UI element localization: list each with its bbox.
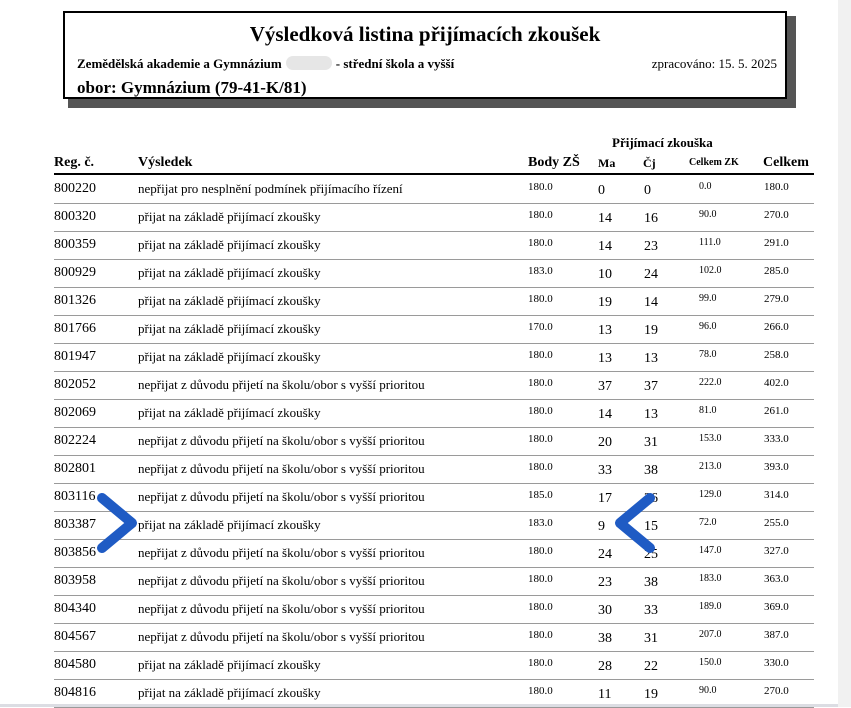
cell-exam-total: 183.0 (699, 573, 722, 584)
cell-exam-total: 96.0 (699, 321, 717, 332)
cell-ma: 23 (598, 575, 612, 590)
table-row (54, 204, 814, 232)
cell-cj: 13 (644, 407, 658, 422)
cell-result: nepřijat z důvodu přijetí na školu/obor s vyšší prioritou (138, 433, 425, 448)
cell-cj: 19 (644, 323, 658, 338)
cell-reg: 803958 (54, 573, 96, 588)
cell-ma: 14 (598, 407, 612, 422)
cell-zs: 170.0 (528, 321, 553, 333)
cell-cj: 23 (644, 239, 658, 254)
cell-total: 180.0 (764, 181, 789, 193)
school-name-suffix: - střední škola a vyšší (335, 56, 455, 71)
cell-exam-total: 222.0 (699, 377, 722, 388)
cell-reg: 800929 (54, 265, 96, 280)
cell-reg: 800359 (54, 237, 96, 252)
cell-zs: 180.0 (528, 181, 553, 193)
table-row (54, 456, 814, 484)
cell-zs: 180.0 (528, 349, 553, 361)
table-row (54, 624, 814, 652)
cell-cj: 38 (644, 463, 658, 478)
cell-reg: 804340 (54, 601, 96, 616)
cell-exam-total: 111.0 (699, 237, 721, 248)
table-row (54, 484, 814, 512)
cell-total: 285.0 (764, 265, 789, 277)
cell-cj: 24 (644, 267, 658, 282)
cell-reg: 802801 (54, 461, 96, 476)
cell-exam-total: 72.0 (699, 517, 717, 528)
cell-result: nepřijat z důvodu přijetí na školu/obor s vyšší prioritou (138, 629, 425, 644)
cell-total: 363.0 (764, 573, 789, 585)
cell-reg: 801766 (54, 321, 96, 336)
cell-total: 327.0 (764, 545, 789, 557)
study-field: obor: Gymnázium (79-41-K/81) (77, 78, 307, 97)
col-header-zs: Body ZŠ (528, 155, 580, 170)
cell-reg: 800320 (54, 209, 96, 224)
cell-exam-total: 0.0 (699, 181, 712, 192)
cell-zs: 180.0 (528, 293, 553, 305)
cell-cj: 37 (644, 379, 658, 394)
cell-total: 261.0 (764, 405, 789, 417)
cell-zs: 180.0 (528, 377, 553, 389)
cell-reg: 804580 (54, 657, 96, 672)
cell-exam-total: 81.0 (699, 405, 717, 416)
cell-total: 266.0 (764, 321, 789, 333)
cell-exam-total: 150.0 (699, 657, 722, 668)
cell-result: přijat na základě přijímací zkoušky (138, 349, 321, 364)
cell-result: přijat na základě přijímací zkoušky (138, 685, 321, 700)
cell-zs: 180.0 (528, 209, 553, 221)
col-header-total: Celkem (763, 155, 809, 170)
cell-cj: 15 (644, 519, 658, 534)
cell-reg: 803387 (54, 517, 96, 532)
cell-result: přijat na základě přijímací zkoušky (138, 265, 321, 280)
cell-reg: 801326 (54, 293, 96, 308)
cell-zs: 180.0 (528, 657, 553, 669)
cell-exam-total: 207.0 (699, 629, 722, 640)
cell-cj: 31 (644, 435, 658, 450)
table-row (54, 540, 814, 568)
cell-reg: 804816 (54, 685, 96, 700)
cell-result: nepřijat z důvodu přijetí na školu/obor s vyšší prioritou (138, 601, 425, 616)
cell-zs: 180.0 (528, 405, 553, 417)
document-title: Výsledková listina přijímacích zkoušek (249, 22, 601, 46)
cell-result: přijat na základě přijímací zkoušky (138, 657, 321, 672)
table-row (54, 400, 814, 428)
cell-cj: 25 (644, 547, 658, 562)
cell-result: přijat na základě přijímací zkoušky (138, 321, 321, 336)
cell-exam-total: 213.0 (699, 461, 722, 472)
col-header-exam-total: Celkem ZK (689, 157, 739, 168)
table-row (54, 316, 814, 344)
table-row (54, 596, 814, 624)
header-rule (54, 173, 814, 175)
cell-zs: 180.0 (528, 685, 553, 697)
cell-total: 314.0 (764, 489, 789, 501)
cell-cj: 14 (644, 295, 658, 310)
cell-reg: 802069 (54, 405, 96, 420)
cell-reg: 800220 (54, 181, 96, 196)
cell-result: přijat na základě přijímací zkoušky (138, 517, 321, 532)
cell-cj: 33 (644, 603, 658, 618)
cell-ma: 19 (598, 295, 612, 310)
cell-ma: 24 (598, 547, 612, 562)
cell-total: 258.0 (764, 349, 789, 361)
cell-zs: 185.0 (528, 489, 553, 501)
cell-cj: 26 (644, 491, 658, 506)
cell-exam-total: 102.0 (699, 265, 722, 276)
cell-cj: 38 (644, 575, 658, 590)
table-row (54, 176, 814, 204)
cell-ma: 17 (598, 491, 612, 506)
cell-exam-total: 99.0 (699, 293, 717, 304)
cell-reg: 803856 (54, 545, 96, 560)
cell-ma: 37 (598, 379, 612, 394)
cell-result: přijat na základě přijímací zkoušky (138, 405, 321, 420)
table-row (54, 288, 814, 316)
cell-exam-total: 153.0 (699, 433, 722, 444)
cell-ma: 0 (598, 183, 605, 198)
cell-result: přijat na základě přijímací zkoušky (138, 237, 321, 252)
cell-zs: 183.0 (528, 517, 553, 529)
table-row (54, 428, 814, 456)
cell-zs: 180.0 (528, 433, 553, 445)
cell-reg: 804567 (54, 629, 96, 644)
cell-total: 393.0 (764, 461, 789, 473)
table-row (54, 652, 814, 680)
cell-cj: 0 (644, 183, 651, 198)
cell-result: přijat na základě přijímací zkoušky (138, 209, 321, 224)
cell-result: přijat na základě přijímací zkoušky (138, 293, 321, 308)
col-header-reg: Reg. č. (54, 155, 95, 170)
document-header (63, 11, 787, 99)
col-header-ma: Ma (598, 156, 616, 170)
school-name-prefix: Zemědělská akademie a Gymnázium (77, 56, 282, 71)
cell-cj: 16 (644, 211, 658, 226)
cell-reg: 801947 (54, 349, 96, 364)
table-row (54, 512, 814, 540)
cell-cj: 13 (644, 351, 658, 366)
scrollbar-track[interactable] (838, 0, 851, 707)
table-row (54, 568, 814, 596)
col-header-cj: Čj (643, 156, 656, 170)
left-arrow-icon (612, 492, 656, 554)
cell-total: 291.0 (764, 237, 789, 249)
cell-result: nepřijat z důvodu přijetí na školu/obor s vyšší prioritou (138, 573, 425, 588)
cell-exam-total: 78.0 (699, 349, 717, 360)
table-row (54, 372, 814, 400)
cell-ma: 10 (598, 267, 612, 282)
table-row (54, 260, 814, 288)
exam-group-header: Přijímací zkouška (612, 135, 713, 150)
cell-total: 402.0 (764, 377, 789, 389)
cell-ma: 11 (598, 687, 612, 702)
cell-exam-total: 147.0 (699, 545, 722, 556)
cell-cj: 19 (644, 687, 658, 702)
cell-ma: 9 (598, 519, 605, 534)
redacted-text-blur (286, 56, 332, 70)
school-name (77, 56, 454, 72)
cell-result: nepřijat z důvodu přijetí na školu/obor s vyšší prioritou (138, 461, 425, 476)
cell-ma: 28 (598, 659, 612, 674)
cell-ma: 14 (598, 211, 612, 226)
cell-exam-total: 189.0 (699, 601, 722, 612)
cell-exam-total: 90.0 (699, 685, 717, 696)
cell-result: nepřijat pro nesplnění podmínek přijímacího řízení (138, 181, 403, 196)
cell-total: 369.0 (764, 601, 789, 613)
cell-total: 279.0 (764, 293, 789, 305)
cell-exam-total: 129.0 (699, 489, 722, 500)
cell-ma: 13 (598, 351, 612, 366)
cell-cj: 31 (644, 631, 658, 646)
cell-ma: 38 (598, 631, 612, 646)
cell-result: nepřijat z důvodu přijetí na školu/obor s vyšší prioritou (138, 377, 425, 392)
right-arrow-icon (96, 492, 140, 554)
cell-ma: 14 (598, 239, 612, 254)
cell-result: nepřijat z důvodu přijetí na školu/obor s vyšší prioritou (138, 545, 425, 560)
cell-total: 333.0 (764, 433, 789, 445)
cell-exam-total: 90.0 (699, 209, 717, 220)
cell-total: 255.0 (764, 517, 789, 529)
cell-ma: 20 (598, 435, 612, 450)
cell-reg: 802052 (54, 377, 96, 392)
cell-reg: 803116 (54, 489, 96, 504)
table-row (54, 232, 814, 260)
cell-cj: 22 (644, 659, 658, 674)
cell-result: nepřijat z důvodu přijetí na školu/obor s vyšší prioritou (138, 489, 425, 504)
cell-zs: 180.0 (528, 601, 553, 613)
cell-zs: 180.0 (528, 237, 553, 249)
cell-total: 387.0 (764, 629, 789, 641)
processed-date: zpracováno: 15. 5. 2025 (651, 56, 777, 71)
cell-total: 330.0 (764, 657, 789, 669)
table-row (54, 344, 814, 372)
cell-ma: 13 (598, 323, 612, 338)
cell-zs: 180.0 (528, 545, 553, 557)
cell-zs: 180.0 (528, 629, 553, 641)
col-header-result: Výsledek (138, 155, 193, 170)
cell-total: 270.0 (764, 685, 789, 697)
cell-ma: 30 (598, 603, 612, 618)
cell-reg: 802224 (54, 433, 96, 448)
cell-ma: 33 (598, 463, 612, 478)
cell-zs: 180.0 (528, 461, 553, 473)
cell-zs: 183.0 (528, 265, 553, 277)
cell-total: 270.0 (764, 209, 789, 221)
cell-zs: 180.0 (528, 573, 553, 585)
